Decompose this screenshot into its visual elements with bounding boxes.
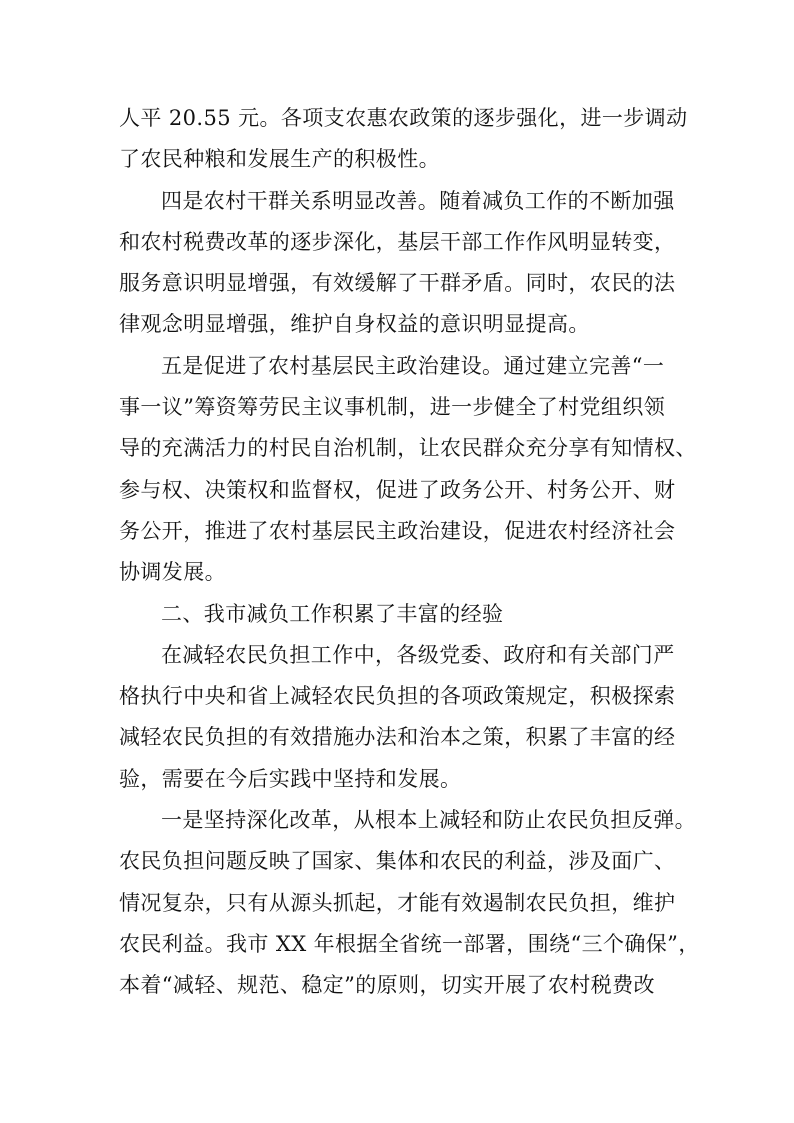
text-line-18: 一是坚持深化改革，从根本上减轻和防止农民负担反弹。 [161,808,696,833]
text-line-9: 导的充满活力的村民自治机制，让农民群众充分享有知情权、 [119,436,697,461]
text-line-2: 了农民种粮和发展生产的积极性。 [119,147,440,172]
text-line-1: 人平 20.55 元。各项支农惠农政策的逐步强化，进一步调动 [119,106,688,130]
text-line-11: 务公开，推进了农村基层民主政治建设，促进农村经济社会 [119,518,676,543]
text-line-16: 减轻农民负担的有效措施办法和治本之策，积累了丰富的经 [119,725,676,750]
text-line-17: 验，需要在今后实践中坚持和发展。 [119,766,462,791]
text-line-15: 格执行中央和省上减轻农民负担的各项政策规定，积极探索 [119,684,676,709]
text-line-4: 和农村税费改革的逐步深化，基层干部工作作风明显转变， [119,229,676,254]
text-line-7: 五是促进了农村基层民主政治建设。通过建立完善“一 [161,353,665,378]
section-heading: 二、我市减负工作积累了丰富的经验 [161,601,504,626]
text-line-14: 在减轻农民负担工作中，各级党委、政府和有关部门严 [161,642,675,667]
text-line-22: 本着“减轻、规范、稳定”的原则，切实开展了农村税费改 [119,973,655,998]
text-line-12: 协调发展。 [119,560,226,585]
text-line-8: 事一议”筹资筹劳民主议事机制，进一步健全了村党组织领 [119,395,666,420]
text-line-6: 律观念明显增强，维护自身权益的意识明显提高。 [119,312,590,337]
text-line-3: 四是农村干群关系明显改善。随着减负工作的不断加强 [161,188,675,213]
text-line-10: 参与权、决策权和监督权，促进了政务公开、村务公开、财 [119,477,676,502]
document-body [119,98,700,1007]
text-line-21: 农民利益。我市 XX 年根据全省统一部署，围绕“三个确保”， [119,931,700,956]
text-line-20: 情况复杂，只有从源头抓起，才能有效遏制农民负担，维护 [119,890,676,915]
text-line-5: 服务意识明显增强，有效缓解了干群矛盾。同时，农民的法 [119,271,676,296]
text-line-19: 农民负担问题反映了国家、集体和农民的利益，涉及面广、 [119,849,676,874]
